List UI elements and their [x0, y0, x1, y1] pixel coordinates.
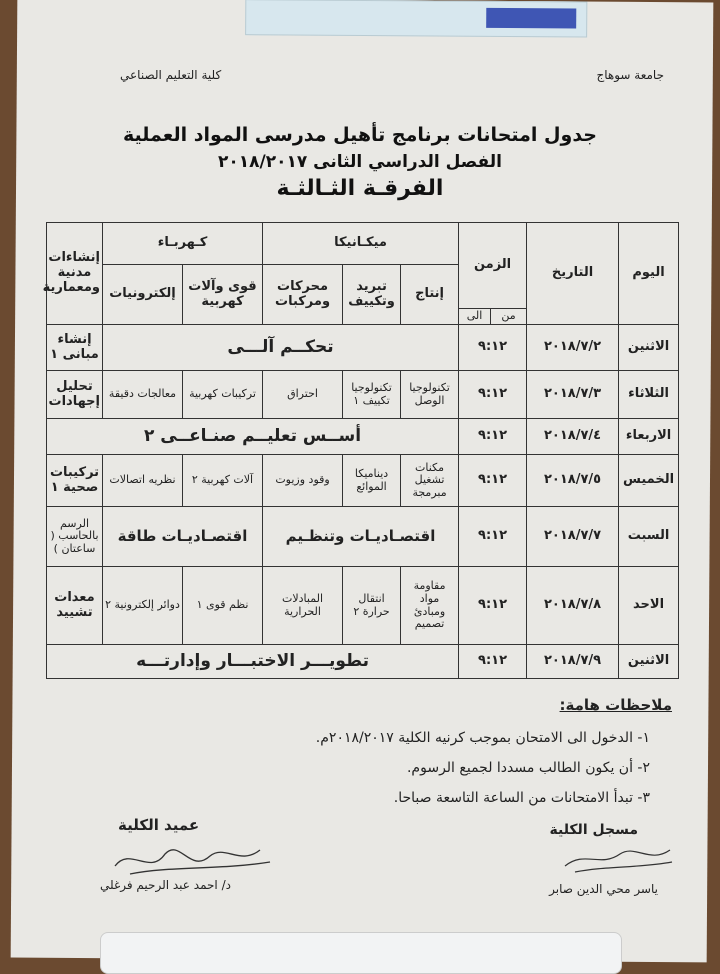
- row-time: ٩:١٢: [459, 507, 527, 567]
- header-engines: محركات ومركبات: [263, 265, 343, 325]
- header-electronics: إلكترونيات: [103, 265, 183, 325]
- row-day: الثلاثاء: [619, 371, 679, 419]
- row-time: ٩:١٢: [459, 371, 527, 419]
- bottom-card-edge: [100, 932, 622, 974]
- row-subject: معالجات دقيقة: [103, 371, 183, 419]
- header-to: الى: [459, 309, 491, 325]
- packet-label: [486, 8, 576, 29]
- row-subject: تحليل إجهادات: [47, 371, 103, 419]
- header-mechanics: ميكـانيكا: [263, 223, 459, 265]
- row-date: ٢٠١٨/٧/٨: [527, 567, 619, 645]
- row-day: الاربعاء: [619, 419, 679, 455]
- row-subject: تكنولوجيا تكييف ١: [343, 371, 401, 419]
- row-date: ٢٠١٨/٧/٥: [527, 455, 619, 507]
- row-time: ٩:١٢: [459, 325, 527, 371]
- row-day: الخميس: [619, 455, 679, 507]
- notes-heading: ملاحظات هامة:: [559, 696, 672, 714]
- faculty-name: كلية التعليم الصناعي: [120, 68, 222, 82]
- table-row: [47, 455, 679, 507]
- note-item: ١- الدخول الى الامتحان بموجب كرنيه الكلية ٢٠١٨/٢٠١٧م.: [315, 730, 650, 746]
- row-subject: الرسم بالحاسب ( ساعتان ): [47, 507, 103, 567]
- row-subject: مكنات تشغيل مبرمجة: [401, 455, 459, 507]
- row-time: ٩:١٢: [459, 645, 527, 679]
- row-subject: انتقال حرارة ٢: [343, 567, 401, 645]
- row-day: الاثنين: [619, 325, 679, 371]
- row-subject: نظريه اتصالات: [103, 455, 183, 507]
- row-date: ٢٠١٨/٧/٤: [527, 419, 619, 455]
- row-day: السبت: [619, 507, 679, 567]
- row-day: الاحد: [619, 567, 679, 645]
- exam-schedule-table: [42, 222, 679, 679]
- header-power: قوى وآلات كهربية: [183, 265, 263, 325]
- row-subject: تركيبات كهربية: [183, 371, 263, 419]
- row-subject: المبادلات الحرارية: [263, 567, 343, 645]
- header-construction: إنشاءات مدنية ومعمارية: [47, 223, 103, 325]
- header-refrigeration: تبريد وتكييف: [343, 265, 401, 325]
- row-subject: آلات كهربية ٢: [183, 455, 263, 507]
- title-line-2: الفصل الدراسي الثانى ٢٠١٨/٢٠١٧: [217, 152, 503, 172]
- row-subject: وقود وزيوت: [263, 455, 343, 507]
- row-merged-subject: أســس تعليــم صنـاعــى ٢: [47, 419, 459, 455]
- registrar-signature: [560, 838, 680, 878]
- row-subject: إنشاء مبانى ١: [47, 325, 103, 371]
- row-subject: معدات تشييد: [47, 567, 103, 645]
- note-item: ٣- تبدأ الامتحانات من الساعة التاسعة صباحا.: [393, 790, 650, 806]
- row-subject: مقاومة مواد ومبادئ تصميم: [401, 567, 459, 645]
- row-date: ٢٠١٨/٧/٢: [527, 325, 619, 371]
- row-time: ٩:١٢: [459, 567, 527, 645]
- table-row: [47, 371, 679, 419]
- row-subject: تكنولوجيا الوصل: [401, 371, 459, 419]
- row-date: ٢٠١٨/٧/٣: [527, 371, 619, 419]
- header-from: من: [491, 309, 527, 325]
- dean-signature: [110, 836, 280, 882]
- dean-name: د/ احمد عبد الرحيم فرغلي: [100, 878, 231, 892]
- table-row: [47, 507, 679, 567]
- row-time: ٩:١٢: [459, 455, 527, 507]
- packet-strip: [245, 0, 587, 38]
- header-production: إنتاج: [401, 265, 459, 325]
- row-subject: احتراق: [263, 371, 343, 419]
- table-row: [47, 567, 679, 645]
- row-day: الاثنين: [619, 645, 679, 679]
- header-date: التاريخ: [527, 223, 619, 325]
- table-row: [47, 645, 679, 679]
- note-item: ٢- أن يكون الطالب مسددا لجميع الرسوم.: [406, 760, 650, 776]
- header-day: اليوم: [619, 223, 679, 325]
- row-subject: ديناميكا الموائع: [343, 455, 401, 507]
- university-name: جامعة سوهاج: [596, 68, 664, 82]
- row-merged-subject: تطويـــر الاختبـــار وإدارتـــه: [47, 645, 459, 679]
- row-date: ٢٠١٨/٧/٧: [527, 507, 619, 567]
- table-row: [47, 419, 679, 455]
- row-merged-subject: تحكــم آلـــى: [103, 325, 459, 371]
- table-row: [47, 325, 679, 371]
- row-date: ٢٠١٨/٧/٩: [527, 645, 619, 679]
- dean-title: عميد الكلية: [118, 816, 200, 834]
- header-electricity: كـهربـاء: [103, 223, 263, 265]
- row-subject: تركيبات صحية ١: [47, 455, 103, 507]
- title-line-3: الفرقـة الثـالثـة: [276, 176, 444, 201]
- header-time: الزمن: [459, 223, 527, 309]
- row-merged-subject: اقتصـاديـات وتنظـيم: [263, 507, 459, 567]
- row-merged-subject: اقتصـاديـات طاقة: [103, 507, 263, 567]
- row-subject: نظم قوى ١: [183, 567, 263, 645]
- registrar-name: ياسر محي الدين صابر: [549, 882, 658, 896]
- row-time: ٩:١٢: [459, 419, 527, 455]
- row-subject: دوائر إلكترونية ٢: [103, 567, 183, 645]
- title-line-1: جدول امتحانات برنامج تأهيل مدرسى المواد العملية: [123, 124, 597, 146]
- registrar-title: مسجل الكلية: [549, 822, 638, 838]
